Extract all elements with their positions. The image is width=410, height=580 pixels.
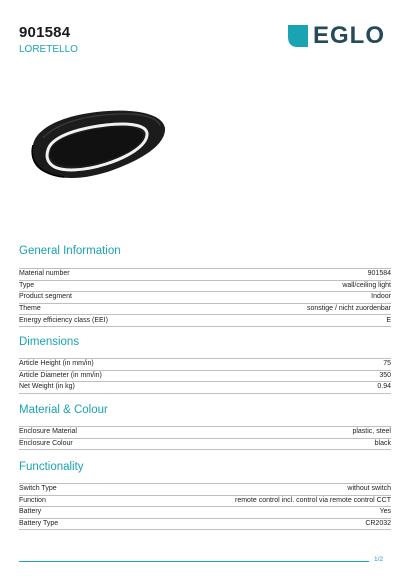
dimensions-table	[19, 358, 391, 394]
product-image	[18, 98, 178, 193]
footer-divider	[19, 561, 369, 562]
row-label: Switch Type	[19, 485, 57, 493]
table-row	[19, 304, 391, 316]
row-label: Net Weight (in kg)	[19, 383, 75, 391]
row-value: sonstige / nicht zuordenbar	[306, 305, 391, 313]
table-row	[19, 382, 391, 394]
row-label: Function	[19, 496, 46, 504]
row-value: CR2032	[365, 520, 391, 528]
section-title-dimensions: Dimensions	[19, 336, 80, 348]
ceiling-light-icon	[18, 98, 178, 193]
table-row	[19, 426, 391, 439]
table-row	[19, 281, 391, 293]
row-value: 350	[379, 371, 391, 379]
product-header	[19, 24, 78, 55]
row-label: Enclosure Material	[19, 428, 77, 436]
functionality-table	[19, 483, 391, 530]
section-title-material: Material & Colour	[19, 404, 108, 416]
row-label: Material number	[19, 270, 70, 278]
row-value: without switch	[347, 485, 391, 493]
row-label: Battery	[19, 508, 42, 516]
section-title-general: General Information	[19, 245, 121, 257]
row-label: Type	[19, 281, 35, 289]
table-row	[19, 268, 391, 281]
material-table	[19, 426, 391, 450]
row-label: Energy efficiency class (EEI)	[19, 316, 108, 324]
row-value: remote control incl. control via remote control CCT	[235, 496, 391, 504]
row-value: plastic, steel	[352, 428, 391, 436]
row-value: black	[374, 439, 391, 447]
table-row	[19, 519, 391, 531]
row-label: Theme	[19, 305, 41, 313]
row-value: wall/ceiling light	[342, 281, 391, 289]
eglo-logo-mark-icon	[288, 25, 308, 47]
row-value: 901584	[367, 270, 391, 278]
row-label: Product segment	[19, 293, 72, 301]
row-value: 0.94	[377, 383, 391, 391]
general-info-table	[19, 268, 391, 327]
row-value: Yes	[379, 508, 391, 516]
eglo-logo	[288, 24, 392, 48]
table-row	[19, 496, 391, 508]
table-row	[19, 292, 391, 304]
product-name: LORETELLO	[19, 44, 78, 55]
table-row	[19, 315, 391, 327]
section-title-functionality: Functionality	[19, 461, 84, 473]
row-value: E	[386, 316, 391, 324]
table-row	[19, 483, 391, 496]
table-row	[19, 507, 391, 519]
row-value: Indoor	[371, 293, 391, 301]
row-label: Enclosure Colour	[19, 439, 73, 447]
row-label: Article Diameter (in mm/in)	[19, 371, 102, 379]
page-number: 1/2	[374, 556, 384, 563]
logo-text: EGLO	[313, 22, 386, 49]
table-row	[19, 371, 391, 383]
table-row	[19, 439, 391, 451]
row-label: Battery Type	[19, 520, 59, 528]
row-label: Article Height (in mm/in)	[19, 360, 94, 368]
table-row	[19, 358, 391, 371]
row-value: 75	[383, 360, 391, 368]
article-number: 901584	[19, 24, 71, 41]
